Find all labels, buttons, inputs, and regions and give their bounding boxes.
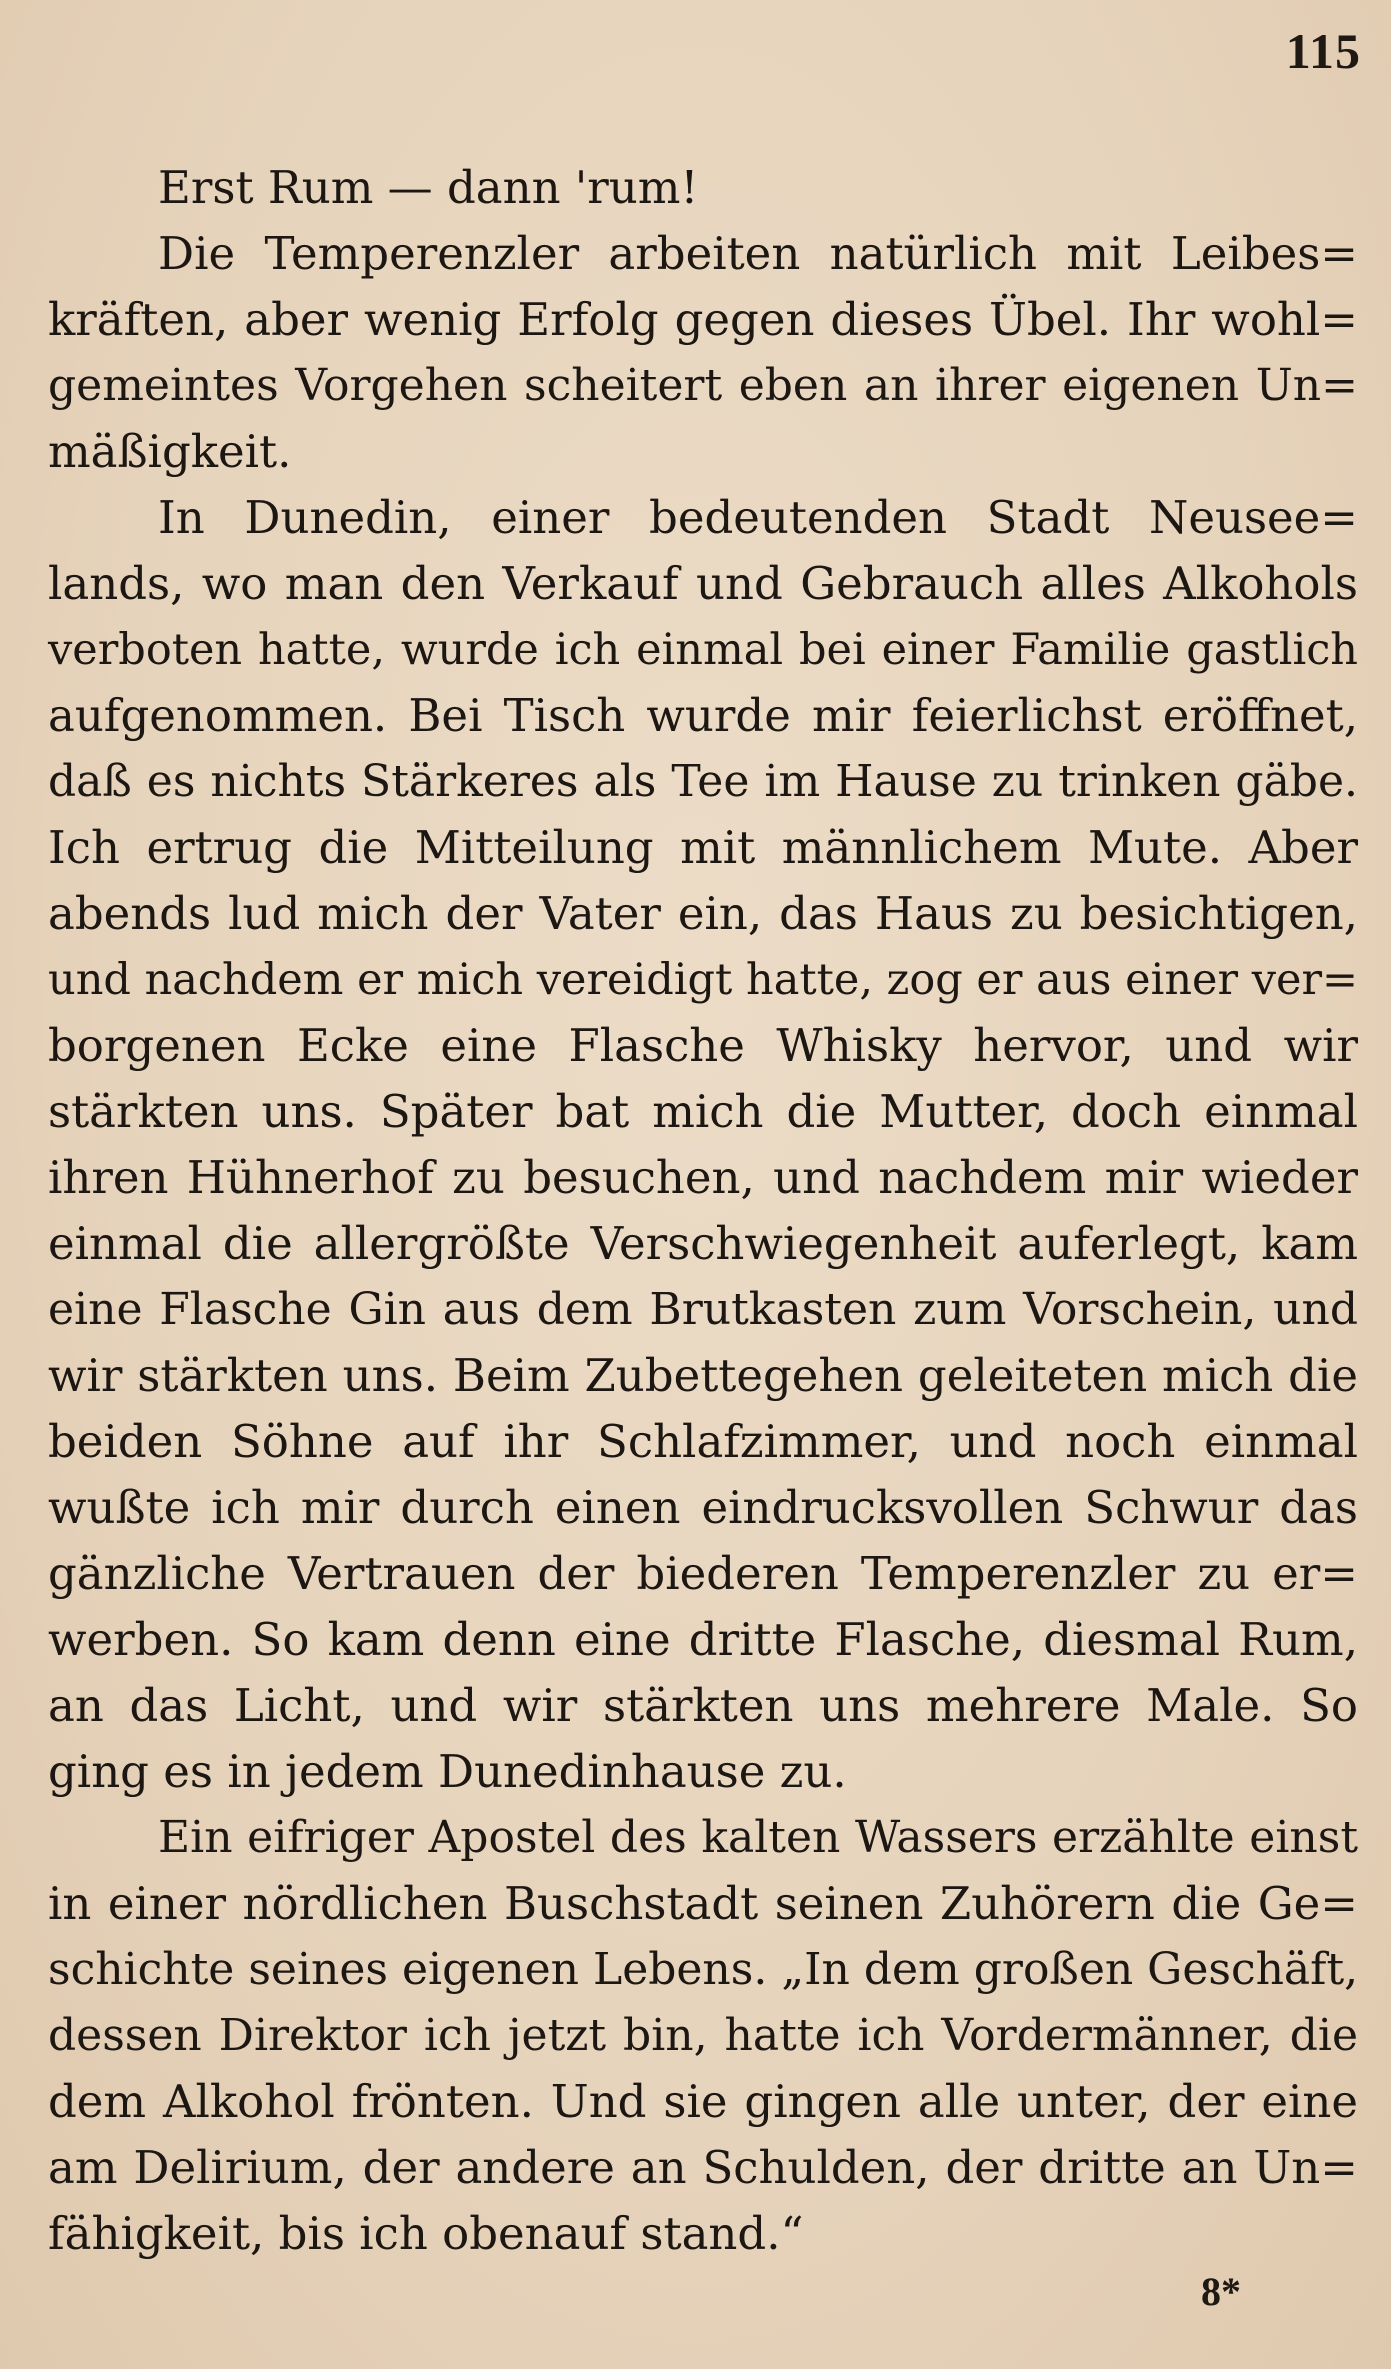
text-line: in einer nördlichen Buschstadt seinen Zuhörern die Ge= bbox=[48, 1877, 1358, 1930]
text-line: beiden Söhne auf ihr Schlafzimmer, und noch einmal bbox=[48, 1415, 1358, 1468]
text-line: an das Licht, und wir stärkten uns mehrere Male. So bbox=[48, 1679, 1358, 1732]
text-line: daß es nichts Stärkeres als Tee im Hause zu trinken gäbe. bbox=[48, 756, 1358, 807]
text-line: Die Temperenzler arbeiten natürlich mit Leibes= bbox=[158, 227, 1358, 280]
text-line: wir stärkten uns. Beim Zubettegehen geleiteten mich die bbox=[48, 1349, 1358, 1402]
text-line: schichte seines eigenen Lebens. „In dem großen Geschäft, bbox=[48, 1944, 1359, 1995]
text-line: werben. So kam denn eine dritte Flasche, diesmal Rum, bbox=[48, 1613, 1358, 1666]
page-number: 115 bbox=[1285, 23, 1361, 79]
text-line: abends lud mich der Vater ein, das Haus zu besichtigen, bbox=[48, 887, 1358, 940]
text-line: ging es in jedem Dunedinhause zu. bbox=[48, 1745, 847, 1798]
text-line: Erst Rum — dann 'rum! bbox=[158, 161, 699, 214]
text-line: und nachdem er mich vereidigt hatte, zog er aus einer ver= bbox=[48, 955, 1359, 1005]
text-line: In Dunedin, einer bedeutenden Stadt Neusee= bbox=[158, 491, 1358, 544]
text-line: wußte ich mir durch einen eindrucksvollen Schwur das bbox=[48, 1481, 1358, 1534]
text-line: mäßigkeit. bbox=[48, 425, 292, 478]
text-line: gemeintes Vorgehen scheitert eben an ihrer eigenen Un= bbox=[48, 360, 1358, 411]
text-line: verboten hatte, wurde ich einmal bei einer Familie gastlich bbox=[48, 625, 1358, 675]
text-line: ihren Hühnerhof zu besuchen, und nachdem mir wieder bbox=[48, 1151, 1358, 1204]
text-line: Ein eifriger Apostel des kalten Wassers erzählte einst bbox=[158, 1812, 1358, 1863]
text-line: Ich ertrug die Mitteilung mit männlichem Mute. Aber bbox=[48, 821, 1358, 874]
text-line: lands, wo man den Verkauf und Gebrauch alles Alkohols bbox=[48, 557, 1358, 610]
text-line: dem Alkohol frönten. Und sie gingen alle unter, der eine bbox=[48, 2075, 1358, 2128]
text-line: gänzliche Vertrauen der biederen Temperenzler zu er= bbox=[48, 1547, 1358, 1600]
body-text bbox=[48, 155, 1358, 2267]
text-line: borgenen Ecke eine Flasche Whisky hervor, und wir bbox=[48, 1019, 1358, 1072]
text-line: aufgenommen. Bei Tisch wurde mir feierlichst eröffnet, bbox=[48, 689, 1358, 742]
text-line: stärkten uns. Später bat mich die Mutter, doch einmal bbox=[48, 1085, 1358, 1138]
text-line: fähigkeit, bis ich obenauf stand.“ bbox=[48, 2207, 804, 2260]
text-line: kräften, aber wenig Erfolg gegen dieses Übel. Ihr wohl= bbox=[48, 293, 1358, 346]
text-line: am Delirium, der andere an Schulden, der dritte an Un= bbox=[48, 2141, 1358, 2194]
text-line: eine Flasche Gin aus dem Brutkasten zum Vorschein, und bbox=[48, 1284, 1358, 1335]
text-line: dessen Direktor ich jetzt bin, hatte ich Vordermänner, die bbox=[48, 2010, 1358, 2061]
signature-mark: 8* bbox=[1201, 2269, 1241, 2314]
text-line: einmal die allergrößte Verschwiegenheit auferlegt, kam bbox=[48, 1217, 1358, 1270]
